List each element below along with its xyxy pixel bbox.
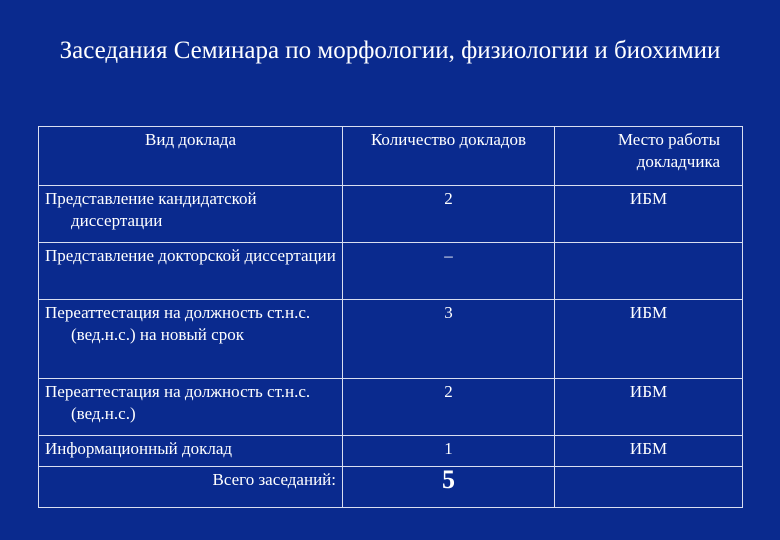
table-row — [39, 300, 743, 379]
header-count: Количество докладов — [343, 127, 555, 186]
table-row — [39, 379, 743, 436]
table-row — [39, 436, 743, 467]
row-type: Переаттестация на должность ст.н.с. (вед.н.с.) на новый срок — [39, 300, 343, 379]
row-place: ИБМ — [555, 379, 743, 436]
total-label: Всего заседаний: — [39, 467, 343, 508]
row-place: ИБМ — [555, 300, 743, 379]
row-type: Представление кандидатской диссертации — [39, 186, 343, 243]
report-table — [38, 126, 743, 508]
row-count: 2 — [343, 186, 555, 243]
row-type: Информационный доклад — [39, 436, 343, 467]
total-value: 5 — [343, 467, 555, 508]
table-row — [39, 243, 743, 300]
row-type: Переаттестация на должность ст.н.с. (вед.н.с.) — [39, 379, 343, 436]
row-count: – — [343, 243, 555, 300]
row-place: ИБМ — [555, 186, 743, 243]
header-place: Место работы докладчика — [555, 127, 743, 186]
table-header-row — [39, 127, 743, 186]
total-row — [39, 467, 743, 508]
row-type: Представление докторской диссертации — [39, 243, 343, 300]
total-empty-cell — [555, 467, 743, 508]
row-count: 3 — [343, 300, 555, 379]
row-place: ИБМ — [555, 436, 743, 467]
page-title: Заседания Семинара по морфологии, физиологии и биохимии — [59, 37, 721, 64]
table-row — [39, 186, 743, 243]
header-type: Вид доклада — [39, 127, 343, 186]
row-count: 1 — [343, 436, 555, 467]
row-place — [555, 243, 743, 300]
row-count: 2 — [343, 379, 555, 436]
